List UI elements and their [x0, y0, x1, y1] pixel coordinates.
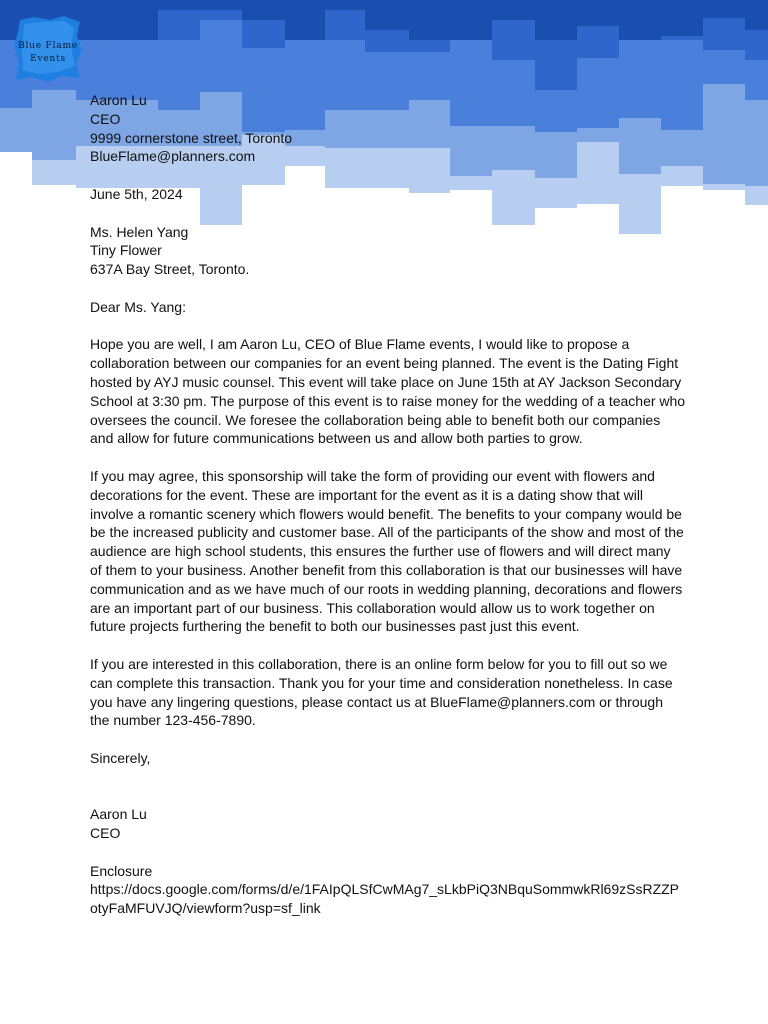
banner-block	[492, 20, 535, 60]
logo-text-line2: Events	[30, 54, 66, 64]
paragraph-line: oversees the council. We foresee the collaboration being able to benefit both our companies	[90, 411, 661, 428]
paragraph-line: hosted by AYJ music counsel. This event will take place on June 15th at AY Jackson Secondary	[90, 373, 682, 390]
banner-block	[158, 10, 200, 40]
banner-block	[535, 40, 577, 90]
banner-block	[365, 30, 409, 52]
paragraph-line: School at 3:30 pm. The purpose of this event is to raise money for the wedding of a teacher who	[90, 392, 686, 409]
paragraph-line: can complete this transaction. Thank you for your time and consideration nonetheless. In case	[90, 674, 673, 691]
paragraph-3	[90, 655, 690, 730]
paragraph-line: and allow for future communications between us and allow both parties to grow.	[90, 430, 583, 447]
signature-name: Aaron Lu	[90, 806, 147, 823]
paragraph-line: be the increased publicity and customer base. All of the participants of the show and most of the	[90, 524, 684, 541]
letter-date: June 5th, 2024	[90, 185, 183, 202]
banner-block	[32, 90, 76, 160]
paragraph-line: collaboration between our companies for an event being planned. The event is the Dating Fight	[90, 355, 679, 372]
banner-block	[0, 108, 32, 152]
recipient-company: Tiny Flower	[90, 242, 162, 259]
banner-block	[577, 26, 619, 58]
paragraph-line: involve a romantic scenery which flowers would benefit. The benefits to your company would be	[90, 505, 682, 522]
enclosure-link-line2[interactable]: otyFaMFUVJQ/viewform?usp=sf_link	[90, 900, 321, 917]
paragraph-line: of them to your business. Another benefit from this collaboration is that our businesses will have	[90, 561, 683, 578]
paragraph-line: Hope you are well, I am Aaron Lu, CEO of Blue Flame events, I would like to propose a	[90, 336, 630, 353]
banner-block	[703, 50, 745, 84]
banner-block	[745, 100, 768, 186]
enclosure-link-line1[interactable]: https://docs.google.com/forms/d/e/1FAIpQLSfCwMAg7_sLkbPiQ3NBquSommwkRl69zSsRZZP	[90, 881, 680, 898]
signature-title: CEO	[90, 825, 121, 842]
paragraph-line: you have any lingering questions, please contact us at BlueFlame@planners.com or through	[90, 693, 663, 710]
banner-block	[703, 84, 745, 184]
enclosure-label: Enclosure	[90, 862, 153, 879]
salutation: Dear Ms. Yang:	[90, 298, 186, 315]
banner-block	[745, 60, 768, 100]
banner-block	[745, 30, 768, 60]
paragraph-line: decorations for the event. These are important for the event as it is a dating show that will	[90, 486, 644, 503]
banner-block	[409, 40, 450, 52]
paragraph-line: If you may agree, this sponsorship will take the form of providing our event with flowers and	[90, 467, 655, 484]
sender-name: Aaron Lu	[90, 92, 147, 108]
logo-text-line1: Blue Flame	[18, 41, 78, 51]
sender-email: BlueFlame@planners.com	[90, 148, 256, 165]
banner-block	[200, 20, 242, 92]
banner-block	[200, 10, 242, 20]
banner-block	[661, 36, 703, 40]
paragraph-line: If you are interested in this collaboration, there is an online form below for you to fill out so we	[90, 655, 668, 672]
closing: Sincerely,	[90, 749, 151, 766]
paragraph-line: audience are high school students, this ensures the further use of flowers and will direct many	[90, 543, 671, 560]
paragraph-2	[90, 467, 690, 636]
recipient-name: Ms. Helen Yang	[90, 223, 189, 240]
paragraph-line: future projects furthering the benefit to both our businesses past just this event.	[90, 618, 580, 635]
sender-address: 9999 cornerstone street, Toronto	[90, 129, 293, 146]
blue-flame-logo	[14, 16, 82, 82]
banner-block	[325, 10, 365, 40]
banner-block	[242, 20, 285, 48]
banner-block	[703, 18, 745, 50]
paragraph-line: are an important part of our business. This collaboration would allow us to work together on	[90, 599, 655, 616]
sender-title: CEO	[90, 110, 121, 127]
paragraph-1	[90, 335, 690, 448]
paragraph-line: communication and as we have much of our roots in wedding planning, decorations and flowers	[90, 580, 683, 597]
paragraph-line: the number 123-456-7890.	[90, 712, 256, 729]
recipient-address: 637A Bay Street, Toronto.	[90, 261, 250, 278]
letter-body	[90, 91, 690, 918]
